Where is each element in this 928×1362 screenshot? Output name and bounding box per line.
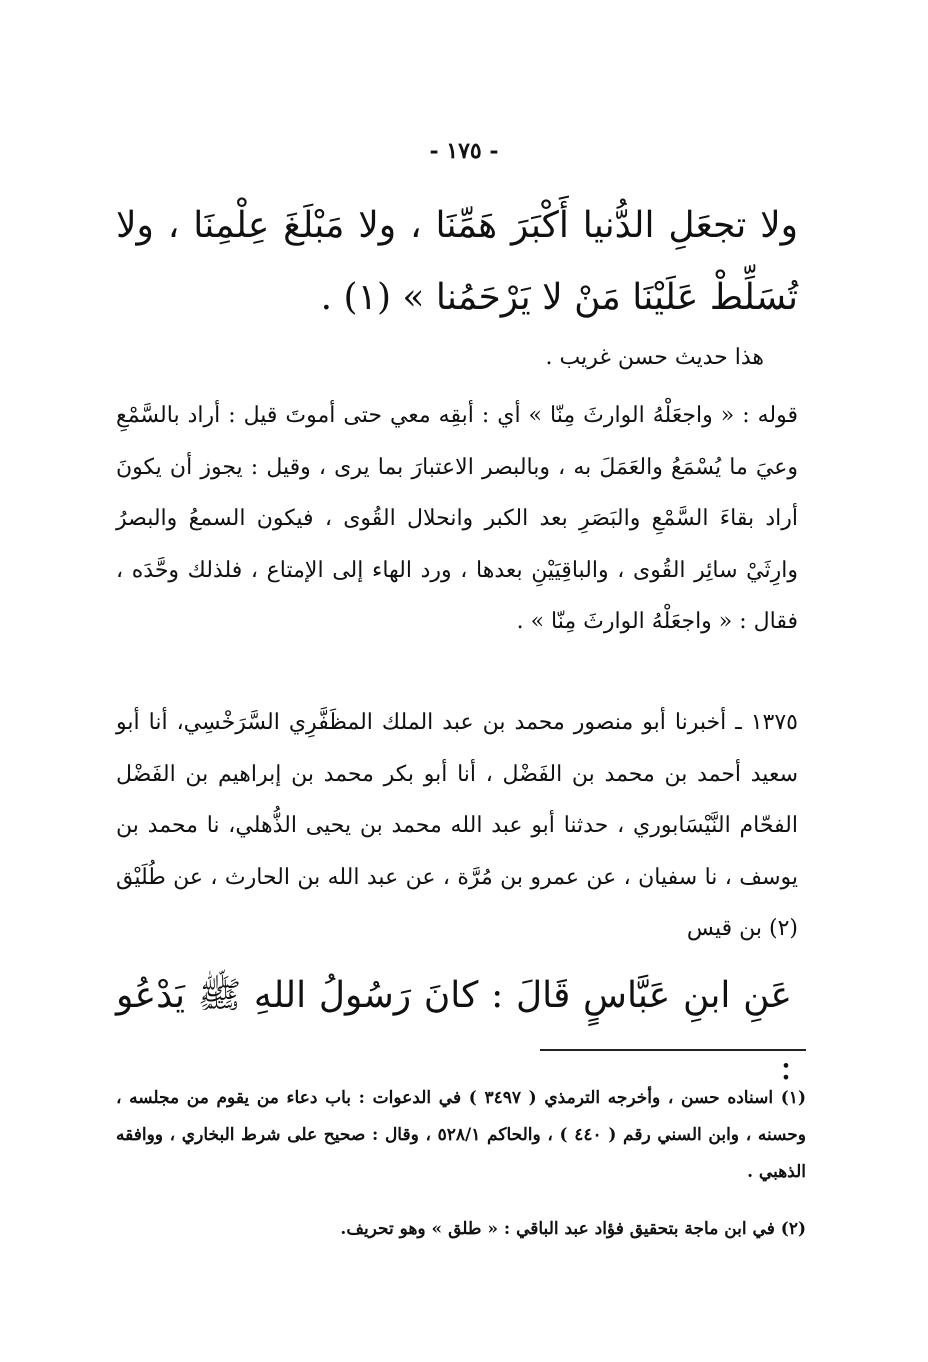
footnote-1: (١) اسناده حسن ، وأخرجه الترمذي ( ٣٤٩٧ ) في الدعوات : باب دعاء من يقوم من مجلسه ، وحسنه ، وابن السني رقم ( ٤٤٠ ) ، والحاكم ٥٢٨/١ ، وقال : صحيح على شرط البخاري ، ووافقه الذهبي . <box>116 1088 806 1182</box>
footnote-separator <box>540 1049 806 1051</box>
commentary-paragraph: قوله : « واجعَلْهُ الوارثَ مِنّا » أي : أبقِه معي حتى أموتَ قيل : أراد بالسَّمْعِ وعيَ ما يُسْمَعُ والعَمَلَ به ، وبالبصر الاعتبارَ بما يرى ، وقيل : يجوز أن يكونَ أراد بقاءَ السَّمْعِ والبَصَرِ بعد الكبر وانحلال القُوى ، فيكون السمعُ والبصرُ وارِثَيْ سائِر القُوى ، والباقِيَيْنِ بعدها ، ورد الهاء إلى الإمتاع ، فلذلك وحَّدَه ، فقال : « واجعَلْهُ الوارثَ مِنّا » . <box>116 403 798 634</box>
footnote-2: (٢) في ابن ماجة بتحقيق فؤاد عبد الباقي : « طلق » وهو تحريف. <box>340 1219 806 1239</box>
page-number: - ١٧٥ - <box>429 138 499 164</box>
isnad-paragraph: ١٣٧٥ ـ أخبرنا أبو منصور محمد بن عبد الملك المظَفَّرِي السَّرَخْسِي، أنا أبو سعيد أحمد بن محمد بن الفَضْل ، أنا أبو بكر محمد بن إبراهيم بن الفَضْل الفحّام النَّيْسَابوري ، حدثنا أبو عبد الله محمد بن يحيى الذُّهلي، نا محمد بن يوسف ، نا سفيان ، عن عمرو بن مُرَّة ، عن عبد الله بن الحارث ، عن طُلَيْق (٢) بن قيس <box>116 710 798 941</box>
hadith-continuation: ولا تجعَلِ الدُّنيا أَكْبَرَ هَمِّنَا ، ولا مَبْلَغَ عِلْمِنَا ، ولا تُسَلِّطْ عَلَيْنَا مَنْ لا يَرْحَمُنا » (١) . <box>116 205 798 318</box>
hadith-matn-opening: عَنِ ابنِ عَبَّاسٍ قَالَ : كانَ رَسُولُ اللهِ ﷺ يَدْعُو : <box>116 975 792 1088</box>
hadith-grade-note: هذا حديث حسن غريب . <box>545 345 764 370</box>
